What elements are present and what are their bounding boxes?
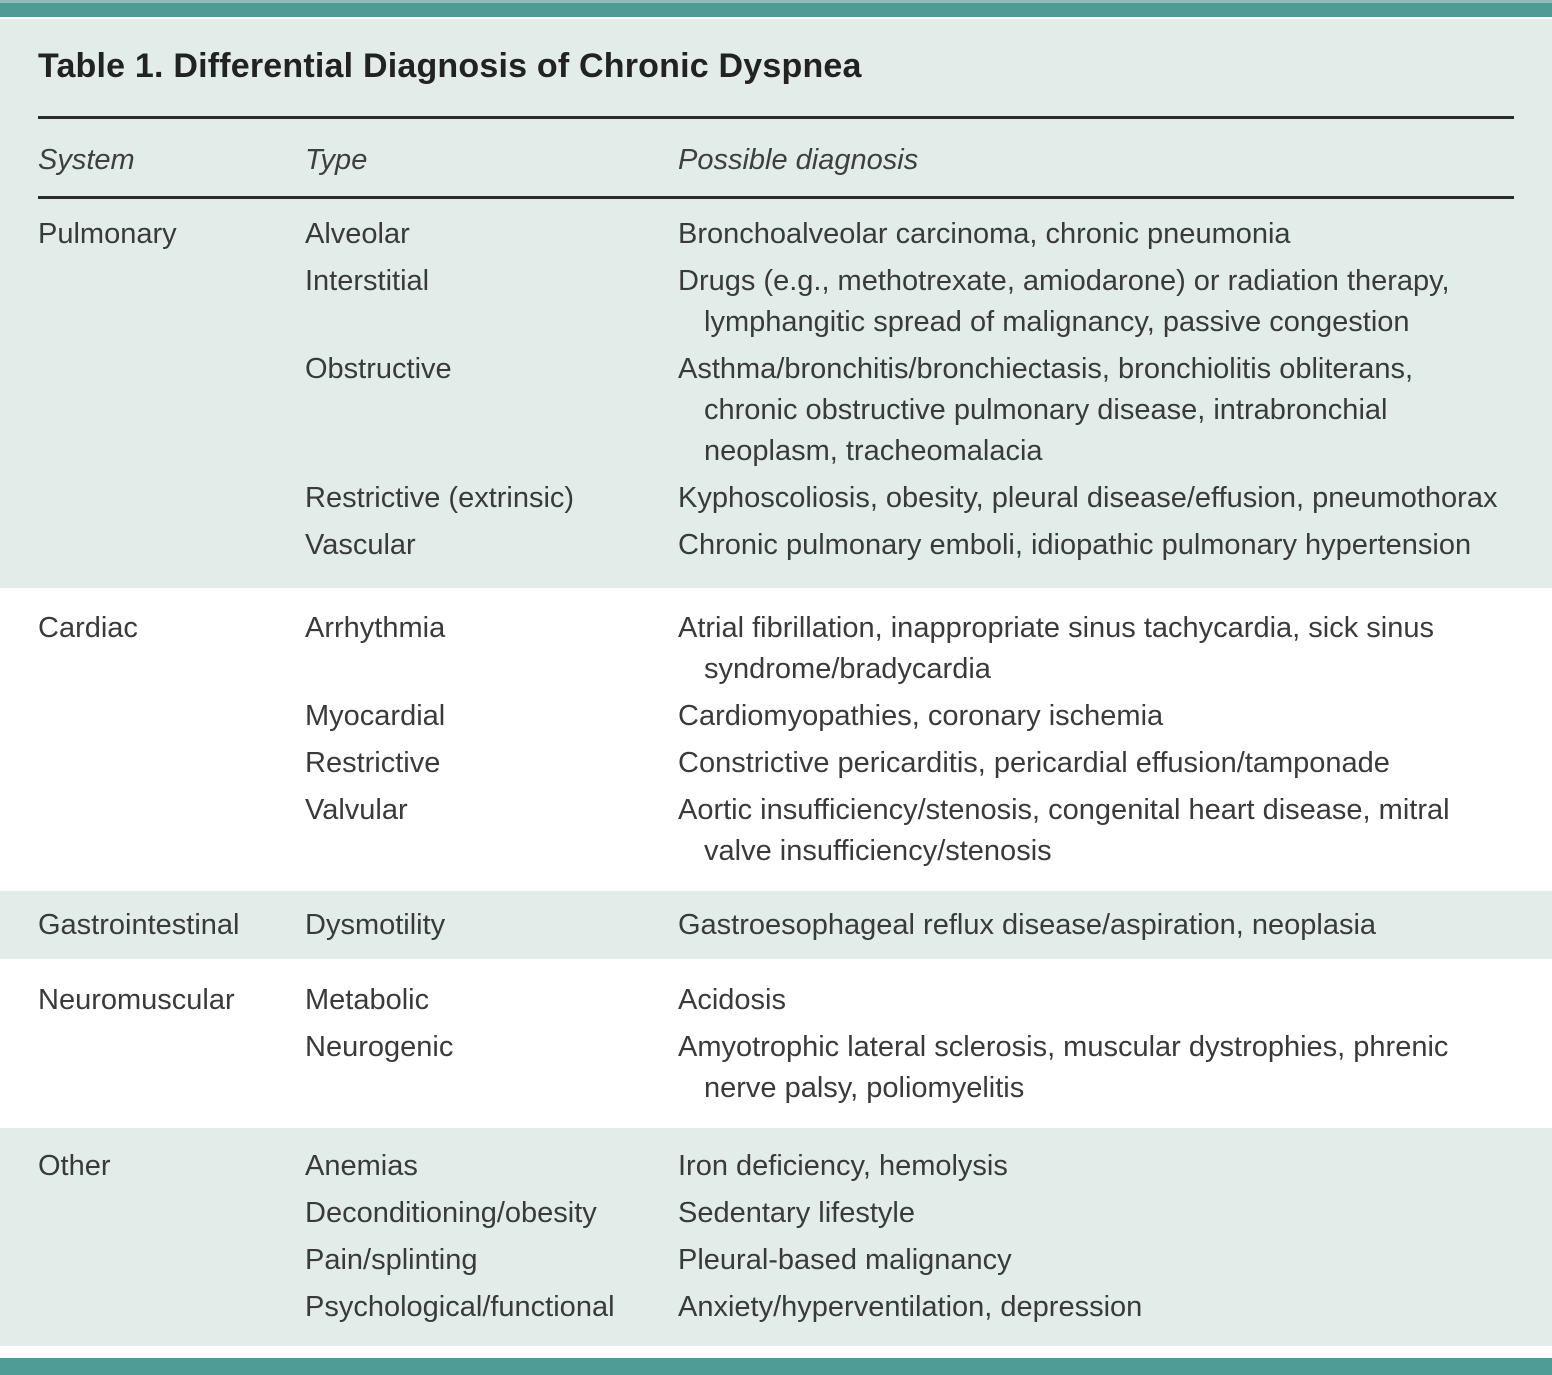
table-sections <box>0 199 1552 1346</box>
diagnosis-cell: Gastroesophageal reflux disease/aspiration, neoplasia <box>678 909 1377 941</box>
system-cell <box>38 1193 305 1234</box>
diagnosis-cell: Bronchoalveolar carcinoma, chronic pneumonia <box>678 218 1291 250</box>
system-cell <box>38 790 305 872</box>
type-cell: Vascular <box>305 529 416 561</box>
table-row <box>38 980 1514 1021</box>
system-cell <box>38 1287 305 1328</box>
type-cell: Alveolar <box>305 218 410 250</box>
diagnosis-cell: Pleural-based malignancy <box>678 1244 1012 1276</box>
column-header-type: Type <box>305 144 368 176</box>
system-cell: Neuromuscular <box>38 984 235 1016</box>
column-header-possible-diagnosis: Possible diagnosis <box>678 144 919 176</box>
diagnosis-cell: Atrial fibrillation, inappropriate sinus tachycardia, sick sinus syndrome/bradycardia <box>678 612 1434 685</box>
system-cell: Other <box>38 1150 111 1182</box>
table-row <box>38 1240 1514 1281</box>
column-header-row <box>38 119 1514 196</box>
bottom-accent-bar <box>0 1358 1552 1375</box>
system-cell <box>38 743 305 784</box>
table-row <box>38 1193 1514 1234</box>
diagnosis-cell: Drugs (e.g., methotrexate, amiodarone) or radiation therapy, lymphangitic spread of malignancy, passive congestion <box>678 265 1450 338</box>
type-cell: Restrictive <box>305 747 441 779</box>
section-rows <box>38 214 1514 566</box>
section-rows <box>38 980 1514 1109</box>
top-accent-bar <box>0 0 1552 17</box>
section-rows <box>38 608 1514 872</box>
diagnosis-cell: Iron deficiency, hemolysis <box>678 1150 1008 1182</box>
section-rows <box>38 1146 1514 1328</box>
diagnosis-cell: Aortic insufficiency/stenosis, congenital heart disease, mitral valve insufficiency/stenosis <box>678 794 1450 867</box>
table-title: Table 1. Differential Diagnosis of Chronic Dyspnea <box>38 47 862 85</box>
type-cell: Metabolic <box>305 984 430 1016</box>
section-gastrointestinal <box>0 891 1552 959</box>
system-cell <box>38 261 305 343</box>
table-row <box>38 743 1514 784</box>
table-row <box>38 905 1514 946</box>
diagnosis-cell: Cardiomyopathies, coronary ischemia <box>678 700 1164 732</box>
section-rows <box>38 905 1514 946</box>
column-header-system: System <box>38 144 135 176</box>
type-cell: Obstructive <box>305 353 452 385</box>
table-content <box>0 19 1552 1358</box>
table-row <box>38 1146 1514 1187</box>
system-cell: Cardiac <box>38 612 138 644</box>
diagnosis-cell: Amyotrophic lateral sclerosis, muscular dystrophies, phrenic nerve palsy, poliomyelitis <box>678 1031 1449 1104</box>
type-cell: Interstitial <box>305 265 430 297</box>
system-cell <box>38 1240 305 1281</box>
system-cell: Gastrointestinal <box>38 909 240 941</box>
diagnosis-cell: Anxiety/hyperventilation, depression <box>678 1291 1143 1323</box>
section-pulmonary <box>0 199 1552 588</box>
table-row <box>38 478 1514 519</box>
system-cell <box>38 478 305 519</box>
type-cell: Psychological/functional <box>305 1291 615 1323</box>
type-cell: Pain/splinting <box>305 1244 478 1276</box>
table-row <box>38 696 1514 737</box>
diagnosis-cell: Sedentary lifestyle <box>678 1197 915 1229</box>
system-cell <box>38 1027 305 1109</box>
type-cell: Valvular <box>305 794 408 826</box>
section-other <box>0 1128 1552 1346</box>
diagnosis-cell: Constrictive pericarditis, pericardial effusion/tamponade <box>678 747 1390 779</box>
diagnosis-cell: Kyphoscoliosis, obesity, pleural disease/effusion, pneumothorax <box>678 482 1498 514</box>
table-row <box>38 349 1514 472</box>
type-cell: Neurogenic <box>305 1031 454 1063</box>
system-cell <box>38 349 305 472</box>
type-cell: Anemias <box>305 1150 418 1182</box>
type-cell: Arrhythmia <box>305 612 446 644</box>
type-cell: Myocardial <box>305 700 446 732</box>
table-row <box>38 1287 1514 1328</box>
table-header-block <box>0 19 1552 199</box>
section-cardiac <box>0 588 1552 891</box>
diagnosis-cell: Asthma/bronchitis/bronchiectasis, bronchiolitis obliterans, chronic obstructive pulmonary disease, intrabronchial neoplasm, tracheomalacia <box>678 353 1414 467</box>
section-neuromuscular <box>0 959 1552 1128</box>
system-cell <box>38 525 305 566</box>
type-cell: Restrictive (extrinsic) <box>305 482 575 514</box>
table-row <box>38 261 1514 343</box>
diagnosis-cell: Chronic pulmonary emboli, idiopathic pulmonary hypertension <box>678 529 1472 561</box>
type-cell: Deconditioning/obesity <box>305 1197 597 1229</box>
system-cell <box>38 696 305 737</box>
table-row <box>38 608 1514 690</box>
table-row <box>38 525 1514 566</box>
diagnosis-cell: Acidosis <box>678 984 786 1016</box>
table-row <box>38 790 1514 872</box>
table-row <box>38 1027 1514 1109</box>
type-cell: Dysmotility <box>305 909 446 941</box>
system-cell: Pulmonary <box>38 218 177 250</box>
table-row <box>38 214 1514 255</box>
